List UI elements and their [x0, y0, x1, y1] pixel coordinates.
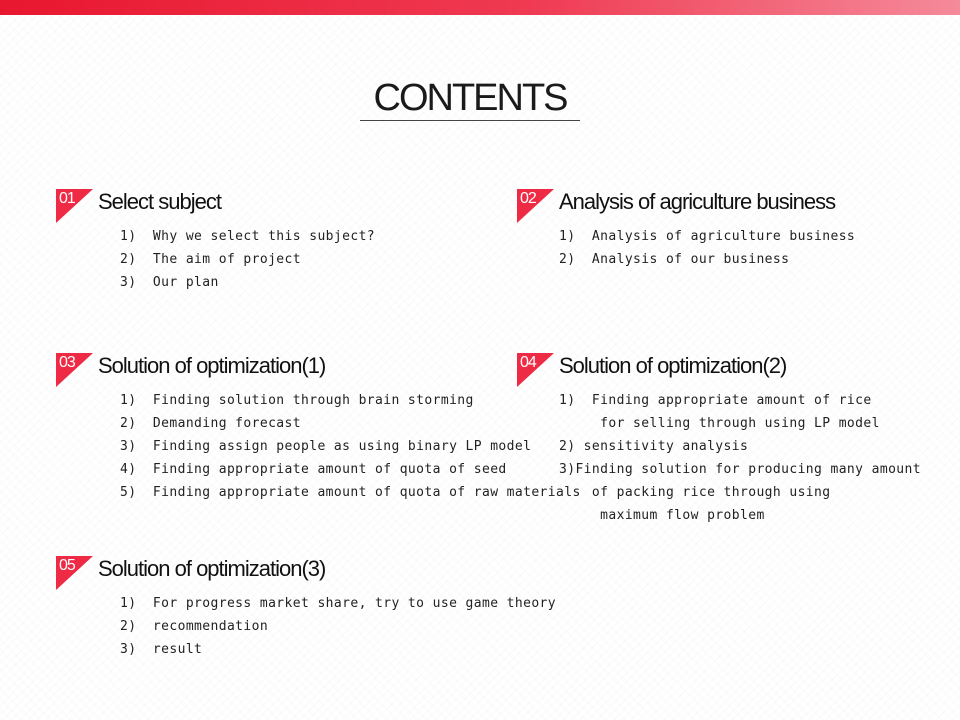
section-number-badge — [56, 189, 93, 223]
list-item: 3) result — [120, 642, 203, 657]
section-title: Analysis of agriculture business — [559, 189, 836, 214]
section-number: 05 — [59, 557, 75, 574]
list-item: for selling through using LP model — [559, 416, 880, 431]
list-item: 2) sensitivity analysis — [559, 439, 749, 454]
section-number: 03 — [59, 354, 75, 371]
section-title: Solution of optimization(1) — [98, 353, 326, 378]
section-number-badge — [517, 353, 554, 387]
list-item: 3) Our plan — [120, 275, 219, 290]
section-item-list — [559, 225, 855, 271]
section-item-list — [120, 225, 375, 294]
list-item: 2) Analysis of our business — [559, 252, 790, 267]
section-number: 01 — [59, 190, 75, 207]
list-item: 2) Demanding forecast — [120, 416, 301, 431]
list-item: 1) Why we select this subject? — [120, 229, 376, 244]
list-item: 2) recommendation — [120, 619, 269, 634]
section-title: Solution of optimization(3) — [98, 556, 326, 581]
top-accent-bar — [0, 0, 960, 15]
list-item: 2) The aim of project — [120, 252, 301, 267]
list-item: 1) For progress market share, try to use game theory — [120, 596, 557, 611]
list-item: 3)Finding solution for producing many amount — [559, 462, 921, 477]
section-number-badge — [56, 556, 93, 590]
list-item: 1) Finding solution through brain storming — [120, 393, 474, 408]
list-item: 1) Analysis of agriculture business — [559, 229, 856, 244]
list-item: 4) Finding appropriate amount of quota of seed — [120, 462, 507, 477]
section-number-badge — [56, 353, 93, 387]
page-title: CONTENTS — [360, 78, 580, 121]
list-item: 1) Finding appropriate amount of rice — [559, 393, 872, 408]
list-item: maximum flow problem — [559, 508, 765, 523]
section-number: 04 — [520, 354, 536, 371]
section-title: Select subject — [98, 189, 221, 214]
section-item-list — [559, 389, 921, 527]
list-item: 3) Finding assign people as using binary LP model — [120, 439, 532, 454]
list-item: of packing rice through using — [559, 485, 831, 500]
section-item-list — [120, 592, 556, 661]
section-number-badge — [517, 189, 554, 223]
list-item: 5) Finding appropriate amount of quota of raw materials — [120, 485, 581, 500]
section-title: Solution of optimization(2) — [559, 353, 787, 378]
section-item-list — [120, 389, 581, 504]
section-number: 02 — [520, 190, 536, 207]
